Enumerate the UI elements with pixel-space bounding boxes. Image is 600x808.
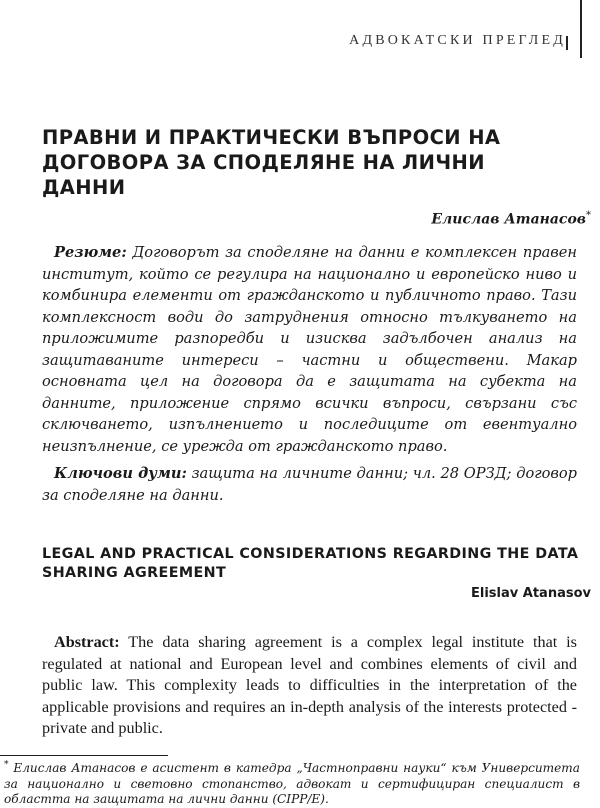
footnote-text: Елислав Атанасов е асистент в катедра „Частноправни науки“ към Университета за национално и световно стопанство, адвокат и сертифициран специалист в областта на защитата на лични данни (CIPP/E). bbox=[4, 761, 580, 807]
running-head-separator bbox=[566, 36, 572, 50]
abstract-en bbox=[42, 632, 577, 740]
footnote-marker: * bbox=[4, 760, 9, 770]
header-vertical-rule bbox=[580, 0, 582, 58]
abstract-en-lead: Abstract: bbox=[54, 633, 120, 651]
footnote bbox=[4, 758, 580, 808]
abstract-bg-lead: Резюме: bbox=[54, 244, 127, 261]
abstract-bg-text: Договорът за споделяне на данни е комплексен правен институт, който се регулира на национално и европейско ниво и комбинира елементи от гражданското и публичното право. Тази комплексност води до затруднения относно тълкуването на приложимите разпоредби и изисква задълбочен анализ на защитаваните интереси – частни и обществени. Макар основната цел на договора да е защитата на субекта на данните, приложение спрямо всички въпроси, свързани със сключването, изпълнението и последиците от евентуално неизпълнение, се урежда от гражданското право. bbox=[42, 244, 578, 455]
author-bg-name: Елислав Атанасов bbox=[431, 211, 586, 228]
author-en: Elislav Atanasov bbox=[471, 586, 591, 601]
article-title-bg: ПРАВНИ И ПРАКТИЧЕСКИ ВЪПРОСИ НА ДОГОВОРА ЗА СПОДЕЛЯНЕ НА ЛИЧНИ ДАННИ bbox=[42, 126, 501, 199]
keywords-bg bbox=[42, 463, 577, 506]
author-bg bbox=[431, 210, 591, 228]
abstract-bg bbox=[42, 242, 577, 457]
keywords-bg-text: защита на личните данни; чл. 28 ОРЗД; договор за споделяне на данни. bbox=[42, 465, 578, 504]
article-title-en: LEGAL AND PRACTICAL CONSIDERATIONS REGARDING THE DATA SHARING AGREEMENT bbox=[42, 546, 579, 581]
keywords-bg-lead: Ключови думи: bbox=[54, 465, 187, 482]
author-footnote-marker: * bbox=[586, 210, 591, 221]
footnote-rule bbox=[0, 755, 168, 756]
abstract-en-text: The data sharing agreement is a complex legal institute that is regulated at national and European level and combines elements of civil and public law. This complexity leads to difficulties in the interpretation of the applicable provisions and requires an in-depth analysis of the interests protected - private and public. bbox=[42, 633, 577, 738]
running-head: АДВОКАТСКИ ПРЕГЛЕД bbox=[349, 33, 566, 48]
